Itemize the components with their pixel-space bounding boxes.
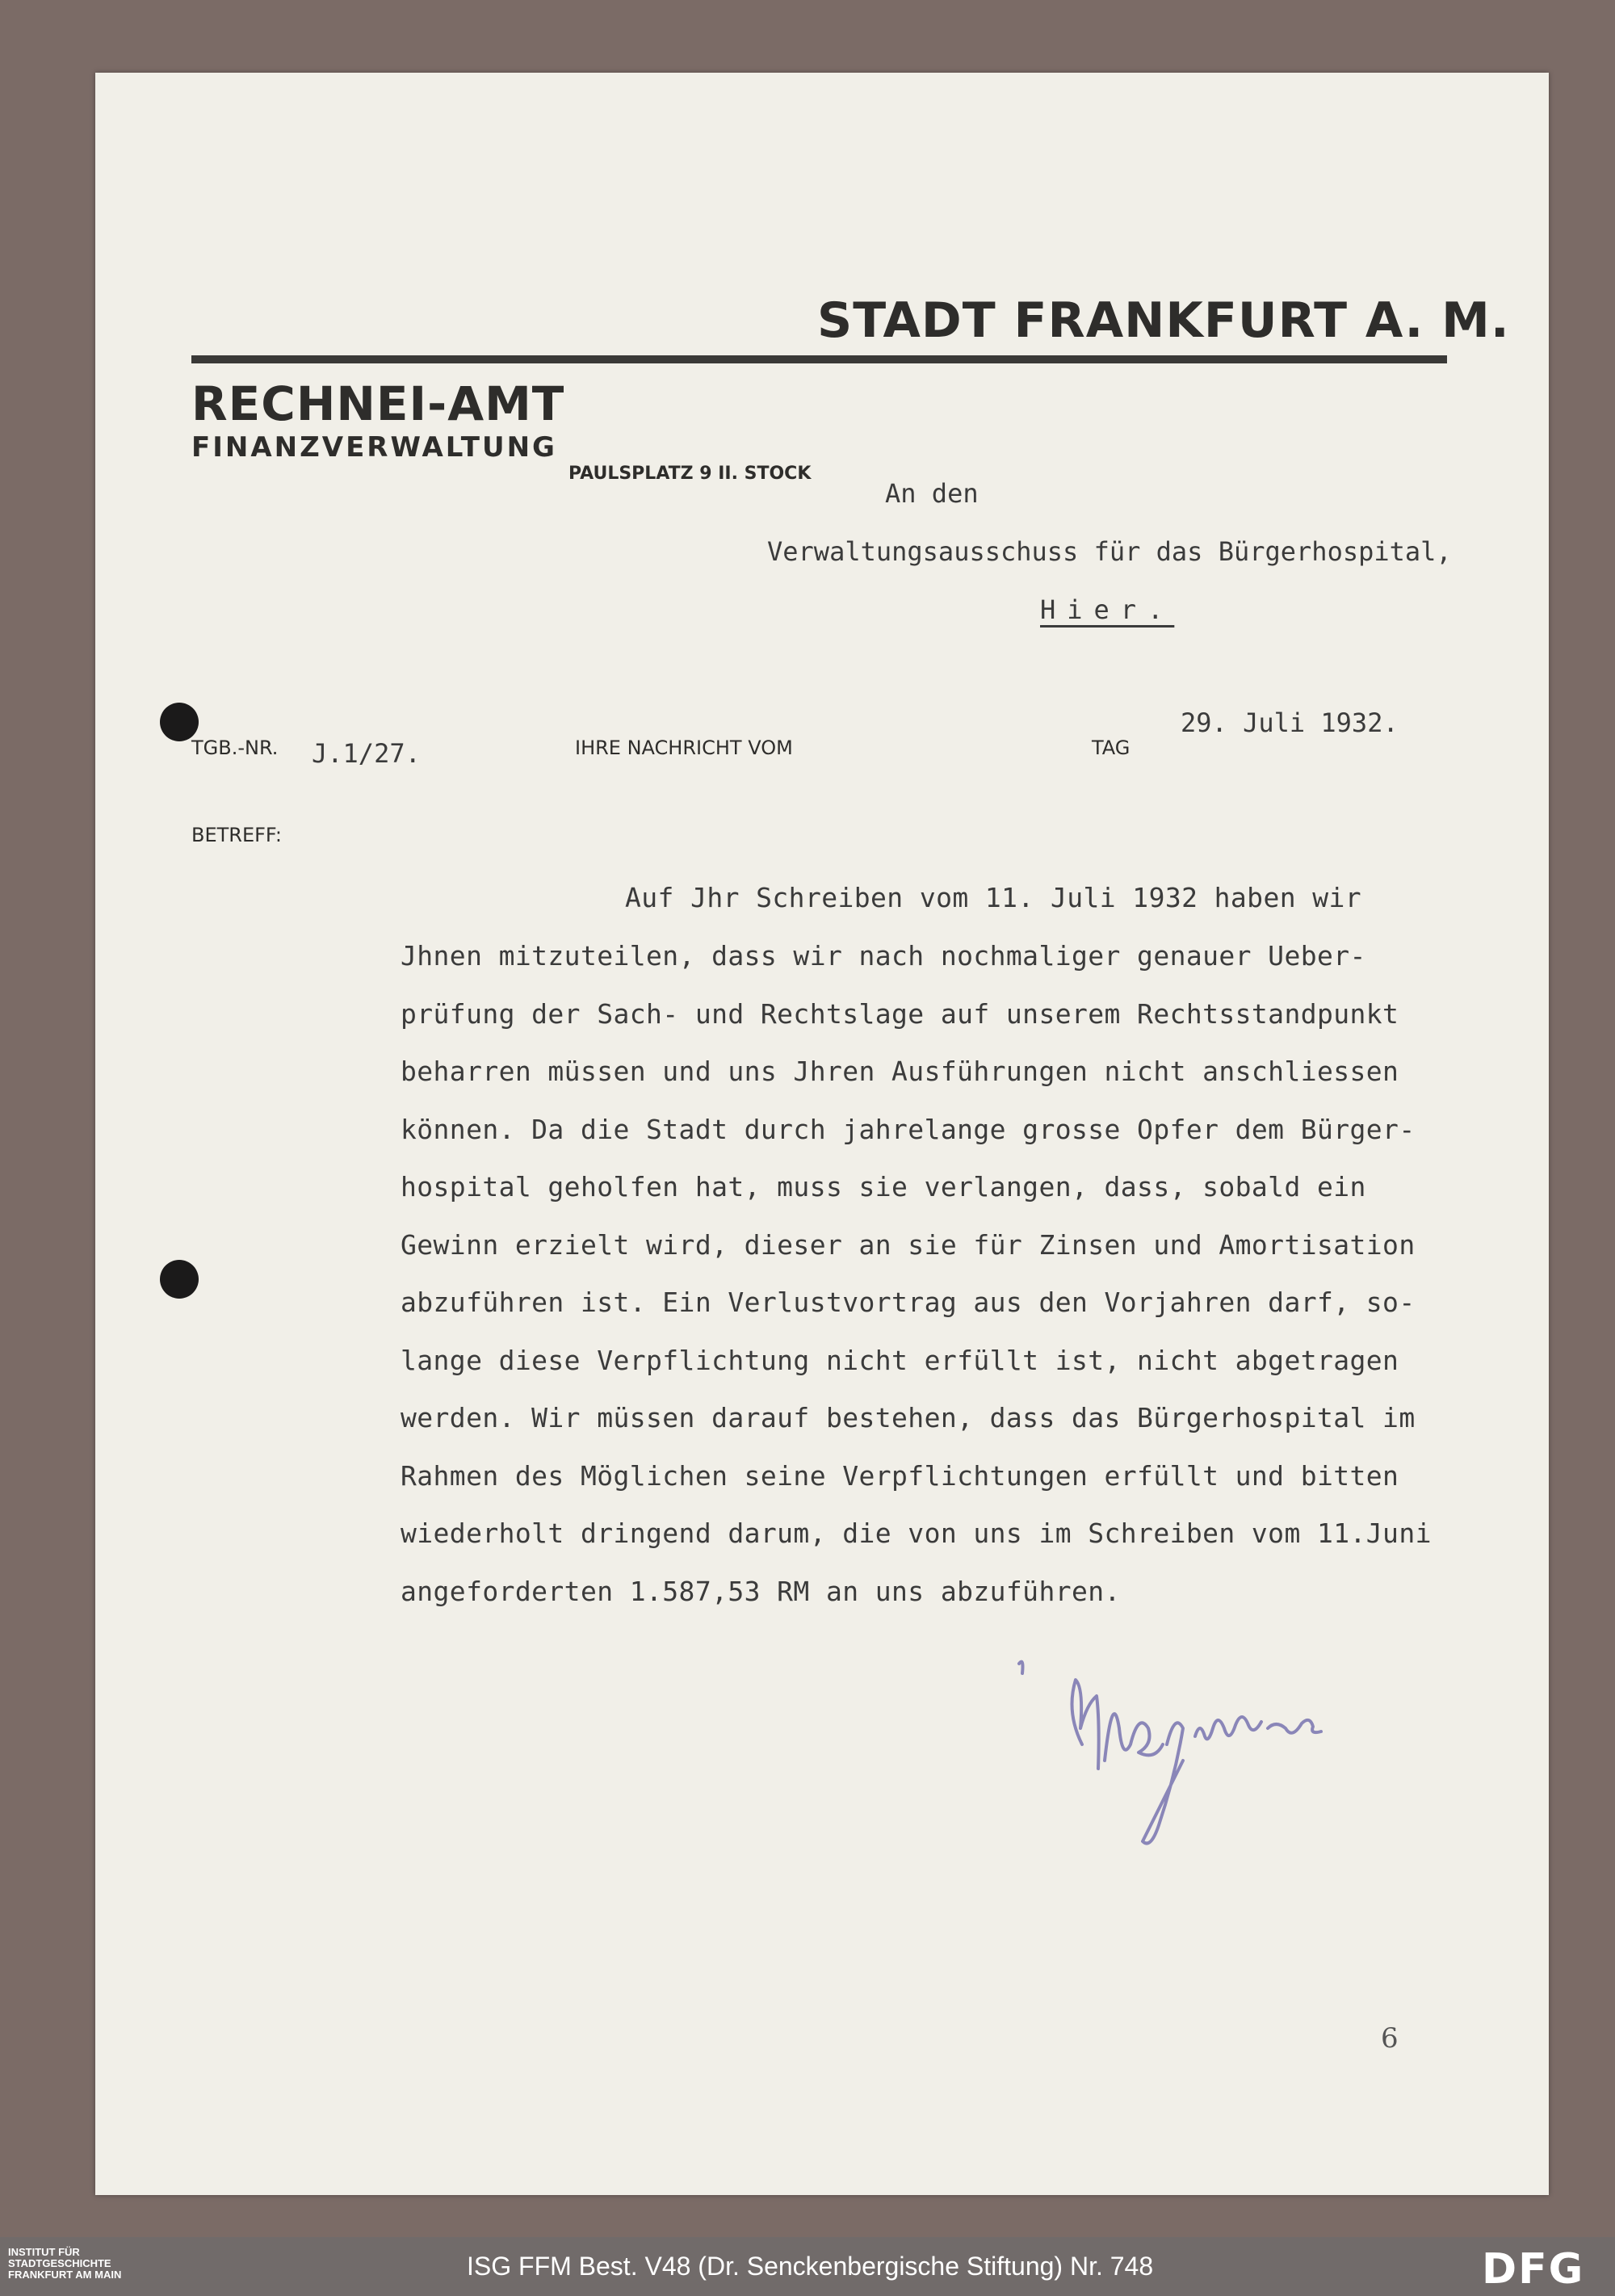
city-heading: STADT FRANKFURT A. M. <box>817 292 1510 349</box>
body-line: hospital geholfen hat, muss sie verlangen, dass, sobald ein <box>401 1171 1366 1203</box>
body-line: Auf Jhr Schreiben vom 11. Juli 1932 haben wir <box>625 882 1362 913</box>
body-line: Gewinn erzielt wird, dieser an sie für Zinsen und Amortisation <box>401 1229 1416 1261</box>
office-address: PAULSPLATZ 9 II. STOCK <box>568 464 812 484</box>
body-line: angeforderten 1.587,53 RM an uns abzuführen. <box>401 1576 1121 1607</box>
dfg-logo: DFG <box>1482 2245 1585 2294</box>
letterhead-rule <box>191 355 1447 363</box>
body-line: werden. Wir müssen darauf bestehen, dass das Bürgerhospital im <box>401 1402 1416 1433</box>
body-line: prüfung der Sach- und Rechtslage auf unserem Rechtsstandpunkt <box>401 998 1399 1030</box>
handwritten-signature <box>1001 1647 1373 1874</box>
your-message-label: IHRE NACHRICHT VOM <box>575 737 793 759</box>
punch-hole-top <box>160 703 199 741</box>
day-label: TAG <box>1092 737 1130 759</box>
department-heading: FINANZVERWALTUNG <box>191 431 557 464</box>
office-heading: RECHNEI-AMT <box>191 376 565 431</box>
body-line: beharren müssen und uns Jhren Ausführungen nicht anschliessen <box>401 1056 1399 1087</box>
recipient-line-1: An den <box>885 478 979 509</box>
letter-date: 29. Juli 1932. <box>1181 707 1399 738</box>
body-line: Rahmen des Möglichen seine Verpflichtungen erfüllt und bitten <box>401 1460 1399 1492</box>
recipient-line-2: Verwaltungsausschuss für das Bürgerhospital, <box>767 536 1452 567</box>
institute-label: INSTITUT FÜR STADTGESCHICHTE FRANKFURT AM MAIN <box>8 2246 122 2281</box>
page-number-mark: 6 <box>1381 2022 1399 2055</box>
body-line: Jhnen mitzuteilen, dass wir nach nochmaliger genauer Ueber- <box>401 940 1366 972</box>
subject-label: BETREFF: <box>191 824 282 846</box>
body-line: können. Da die Stadt durch jahrelange grosse Opfer dem Bürger- <box>401 1114 1416 1145</box>
tgb-label: TGB.-NR. <box>191 737 279 759</box>
recipient-line-3: Hier. <box>1040 594 1175 625</box>
body-line: lange diese Verpflichtung nicht erfüllt ist, nicht abgetragen <box>401 1345 1399 1376</box>
body-line: wiederholt dringend darum, die von uns im Schreiben vom 11.Juni <box>401 1517 1432 1549</box>
tgb-value: J.1/27. <box>312 738 421 769</box>
punch-hole-bottom <box>160 1260 199 1299</box>
body-line: abzuführen ist. Ein Verlustvortrag aus den Vorjahren darf, so- <box>401 1287 1416 1318</box>
archive-reference: ISG FFM Best. V48 (Dr. Senckenbergische Stiftung) Nr. 748 <box>467 2252 1154 2281</box>
